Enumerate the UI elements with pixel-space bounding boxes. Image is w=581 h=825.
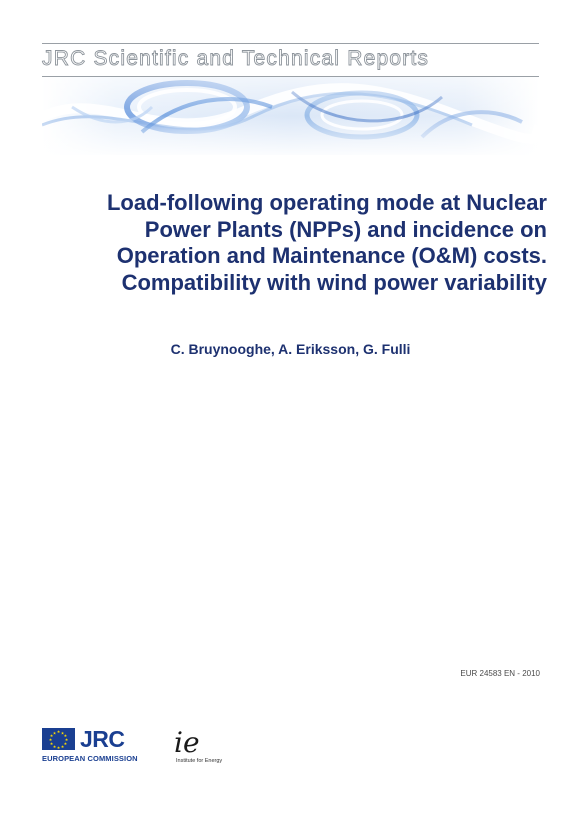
report-title-line: Power Plants (NPPs) and incidence on — [144, 216, 547, 242]
svg-text:★: ★ — [48, 737, 53, 743]
ie-logo-caption: Institute for Energy — [176, 758, 223, 764]
svg-text:★: ★ — [49, 741, 54, 747]
svg-text:★: ★ — [60, 730, 65, 736]
svg-text:★: ★ — [60, 744, 65, 750]
banner-swirl-graphic — [42, 77, 539, 155]
decorative-banner — [42, 77, 539, 155]
svg-text:★: ★ — [52, 744, 57, 750]
report-title — [47, 190, 547, 296]
jrc-logo-text: JRC — [80, 726, 125, 752]
eu-flag-icon — [42, 728, 75, 750]
svg-text:★: ★ — [49, 733, 54, 739]
series-rule-top — [42, 43, 539, 44]
svg-text:★: ★ — [63, 741, 68, 747]
report-authors: C. Bruynooghe, A. Eriksson, G. Fulli — [170, 341, 411, 357]
ie-logo — [170, 726, 230, 770]
svg-text:★: ★ — [56, 745, 61, 750]
european-commission-label: EUROPEAN COMMISSION — [42, 754, 138, 763]
ie-logo-mark: ie — [174, 726, 200, 758]
svg-text:★: ★ — [52, 730, 57, 736]
jrc-logo — [42, 726, 138, 768]
svg-text:★: ★ — [56, 729, 61, 735]
svg-text:★: ★ — [64, 737, 69, 743]
report-title-line: Operation and Maintenance (O&M) costs. — [116, 243, 547, 268]
report-title-line: Load-following operating mode at Nuclear — [106, 190, 547, 215]
ie-logo-icon — [170, 726, 230, 758]
report-title-line: Compatibility with wind power variability — [121, 269, 547, 295]
report-number: EUR 24583 EN - 2010 — [460, 669, 540, 678]
series-title: JRC Scientific and Technical Reports — [42, 47, 430, 70]
svg-text:★: ★ — [63, 733, 68, 739]
